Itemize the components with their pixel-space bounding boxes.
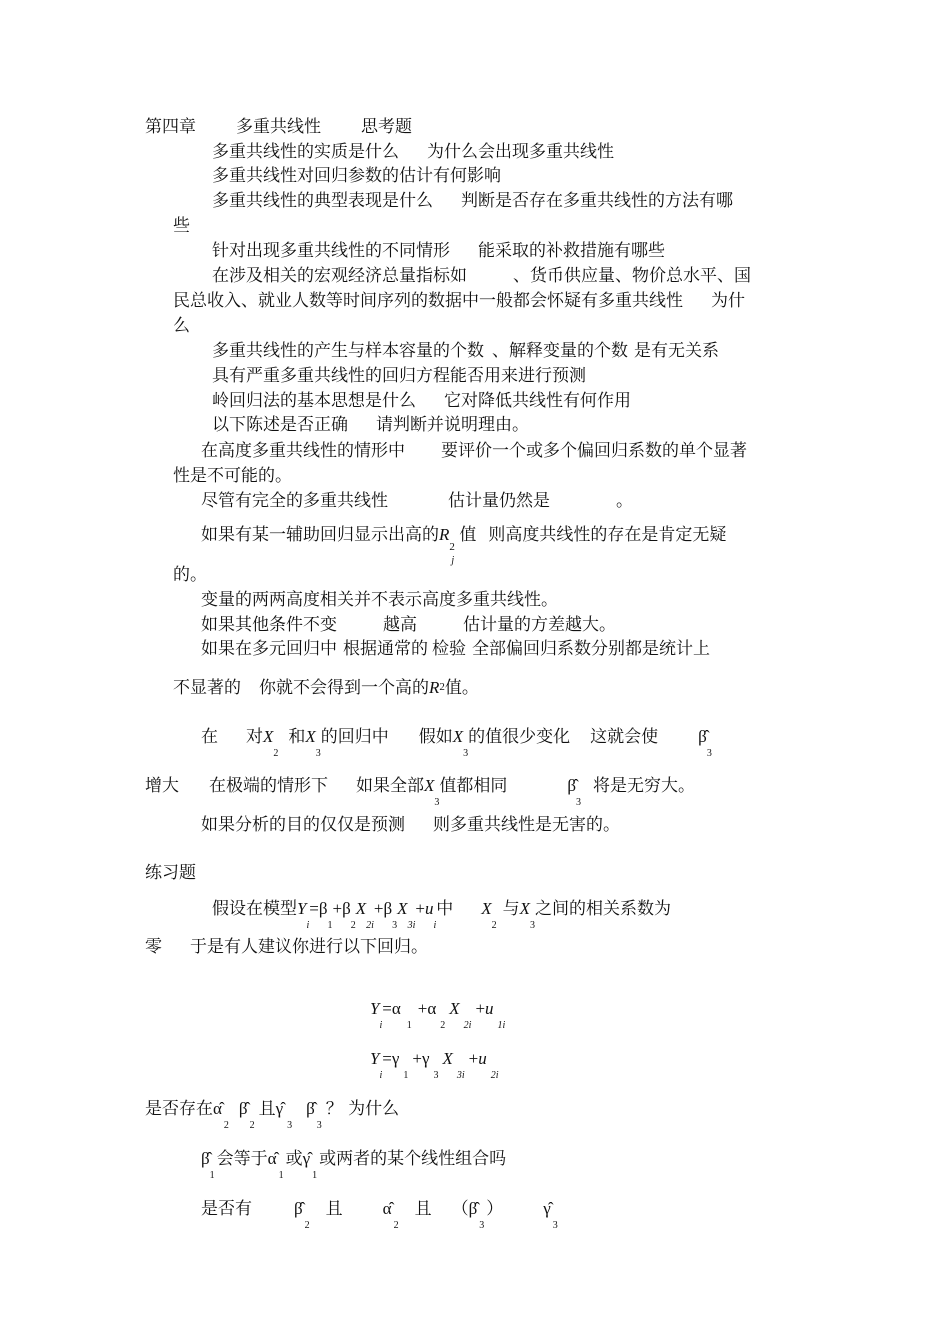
alpha-symbol: α — [391, 999, 401, 1018]
plus-sign: + — [475, 999, 486, 1018]
statement-text: 和 — [288, 727, 306, 747]
x-symbol: X — [442, 1049, 453, 1068]
question-text: 为什 — [711, 291, 745, 311]
subscript: 1i — [497, 1020, 506, 1031]
plus-sign: + — [373, 899, 384, 918]
regression-equation-1 — [370, 998, 506, 1031]
r-symbol: R — [439, 525, 450, 544]
question-text: 多重共线性的产生与样本容量的个数 — [212, 341, 484, 361]
chapter-heading — [145, 116, 412, 138]
statement-text: 尽管有完全的多重共线性 — [201, 491, 388, 511]
question-text: 判断是否存在多重共线性的方法有哪 — [461, 191, 733, 211]
subscript: 3 — [463, 748, 469, 759]
exercises-heading — [145, 862, 196, 884]
question-3-continued — [173, 215, 190, 237]
r-symbol: R — [429, 678, 440, 697]
statement-text: 要评价一个或多个偏回归系数的单个显著 — [441, 441, 747, 461]
subscript: 1 — [209, 1170, 215, 1181]
exercise-text: 假设在模型 — [212, 899, 297, 919]
subscript: j — [451, 555, 455, 566]
statement-6-continued — [173, 677, 479, 701]
x-symbol: X — [397, 899, 408, 918]
question-text: 针对出现多重共线性的不同情形 — [212, 241, 450, 261]
beta-hat-symbol: β̂ — [201, 1149, 210, 1168]
subscript: 1 — [312, 1170, 318, 1181]
question-text: 些 — [173, 216, 190, 236]
superscript: 2 — [449, 541, 455, 553]
subscript: 3 — [434, 797, 440, 808]
subscript: 2 — [249, 1120, 255, 1131]
question-text: 为什么会出现多重共线性 — [427, 142, 614, 162]
statement-text: 如果分析的目的仅仅是预测 — [201, 815, 405, 835]
subscript: 2 — [440, 1020, 446, 1031]
exercise-text: 之间的相关系数为 — [535, 899, 671, 919]
subscript: 2 — [223, 1120, 229, 1131]
subscript: 3 — [706, 748, 712, 759]
plus-sign: + — [332, 899, 343, 918]
question-text: 、解释变量的个数 — [492, 341, 628, 361]
statement-text: 。 — [616, 491, 633, 511]
subscript: 3i — [407, 920, 416, 931]
subscript: 2 — [393, 1220, 399, 1231]
subscript: 2 — [350, 920, 356, 931]
question-text: 是有无关系 — [634, 341, 719, 361]
question-3 — [212, 190, 733, 212]
exercise-question-a — [145, 1098, 400, 1131]
statement-text: 值 — [459, 525, 477, 545]
question-4 — [212, 240, 665, 262]
beta-hat-symbol: β̂ — [306, 1099, 315, 1118]
statement-text: 如果有某一辅助回归显示出高的 — [201, 525, 439, 545]
statement-text: 在 — [201, 727, 218, 747]
statement-text: 如果其他条件不变 — [201, 615, 337, 635]
x-symbol: X — [355, 899, 367, 918]
beta-hat-symbol: β̂ — [567, 776, 577, 795]
beta-symbol: β — [318, 899, 328, 918]
subscript: 3i — [456, 1070, 465, 1081]
statement-8 — [201, 814, 620, 836]
subscript: 3 — [433, 1070, 439, 1081]
subscript: 2i — [463, 1020, 472, 1031]
subscript: 1 — [327, 920, 333, 931]
subscript: 3 — [576, 797, 582, 808]
subscript: 2i — [490, 1070, 499, 1081]
exercise-question-b — [201, 1148, 507, 1181]
beta-symbol: β — [383, 899, 393, 918]
statement-text: 全部偏回归系数分别都是统计上 — [472, 639, 710, 659]
section-title: 思考题 — [361, 117, 412, 137]
subscript: 3 — [316, 1120, 322, 1131]
statement-text: 如果全部 — [356, 776, 424, 796]
exercise-text: 是否有 — [201, 1199, 252, 1219]
statement-1-continued — [173, 465, 292, 487]
exercise-text: （ — [451, 1199, 469, 1219]
beta-hat-symbol: β̂ — [294, 1199, 303, 1218]
x-symbol: X — [424, 776, 435, 795]
subscript: 3 — [530, 920, 535, 931]
y-symbol: Y — [297, 899, 307, 918]
statement-text: 假如 — [418, 727, 453, 747]
question-text: 多重共线性的实质是什么 — [212, 142, 399, 162]
subscript: i — [379, 1070, 383, 1081]
statement-text: 则高度共线性的存在是肯定无疑 — [488, 525, 727, 545]
y-symbol: Y — [370, 1049, 380, 1068]
statement-text: 对 — [246, 727, 263, 747]
x-symbol: X — [452, 727, 464, 746]
statement-text: 值都相同 — [439, 776, 508, 796]
statement-text: 越高 — [383, 615, 417, 635]
u-symbol: u — [478, 1049, 487, 1068]
subscript: 3 — [287, 1120, 293, 1131]
statement-text: 不显著的 — [173, 678, 241, 698]
statement-text: 根据通常的 — [343, 639, 428, 659]
question-text: 民总收入、就业人数等时间序列的数据中一般都会怀疑有多重共线性 — [173, 291, 683, 311]
u-symbol: u — [485, 999, 494, 1018]
exercise-text: ？ 为什么 — [325, 1099, 400, 1119]
subscript: 2 — [491, 920, 497, 931]
statement-text: 则多重共线性是无害的。 — [433, 815, 620, 835]
exercise-1-continued — [145, 936, 428, 958]
exercise-question-c — [201, 1198, 558, 1231]
statement-5 — [201, 614, 616, 636]
equals-sign: = — [309, 899, 319, 918]
question-text: 在涉及相关的宏观经济总量指标如 — [212, 266, 467, 286]
plus-sign: + — [415, 899, 425, 918]
gamma-symbol: γ — [391, 1049, 400, 1068]
chapter-topic: 多重共线性 — [236, 117, 321, 137]
statement-3 — [201, 524, 727, 566]
subscript: 1 — [278, 1170, 284, 1181]
question-text: 、货币供应量、物价总水平、国 — [513, 266, 751, 286]
x-symbol: X — [305, 727, 316, 746]
exercise-text: 是否存在 — [145, 1099, 213, 1119]
subscript: i — [379, 1020, 383, 1031]
statement-7-continued — [145, 775, 696, 808]
subscript: 3 — [392, 920, 398, 931]
regression-equation-2 — [370, 1048, 499, 1081]
beta-hat-symbol: β̂ — [238, 1099, 248, 1118]
statement-text: 的值很少变化 — [468, 727, 571, 747]
question-5-line-2 — [173, 290, 745, 312]
alpha-hat-symbol: α̂ — [382, 1199, 392, 1218]
statement-text: 在极端的情形下 — [209, 776, 328, 796]
equals-sign: = — [382, 999, 392, 1018]
alpha-hat-symbol: α̂ — [267, 1149, 277, 1168]
exercise-text: 且 — [325, 1199, 343, 1219]
statement-text: 检验 — [432, 639, 466, 659]
question-text: 多重共线性对回归参数的估计有何影响 — [212, 166, 501, 186]
statement-4 — [201, 589, 558, 611]
exercise-text: 零 — [145, 937, 162, 957]
question-8 — [212, 390, 631, 412]
gamma-hat-symbol: γ̂ — [302, 1149, 311, 1168]
question-9 — [212, 414, 529, 436]
question-text: 能采取的补救措施有哪些 — [478, 241, 665, 261]
section-title: 练习题 — [145, 863, 196, 883]
exercise-text: 且 — [258, 1099, 276, 1119]
subscript: 3 — [552, 1220, 558, 1231]
exercise-text: 或两者的某个线性组合吗 — [319, 1149, 507, 1169]
subscript: 2 — [273, 748, 279, 759]
subscript: 3 — [479, 1220, 485, 1231]
subscript: 2i — [366, 920, 374, 931]
exercise-text: 与 — [502, 899, 520, 919]
superscript: 2 — [439, 681, 445, 693]
subscript: i — [306, 920, 310, 931]
exercise-text: 会等于 — [216, 1149, 268, 1169]
statement-text: 估计量的方差越大。 — [463, 615, 616, 635]
u-symbol: u — [424, 899, 434, 918]
exercise-text: 且 — [414, 1199, 432, 1219]
chapter-title: 第四章 — [145, 117, 196, 137]
equals-sign: = — [382, 1049, 392, 1068]
y-symbol: Y — [370, 999, 380, 1018]
question-2 — [212, 165, 501, 187]
statement-text: 的回归中 — [320, 727, 389, 747]
alpha-hat-symbol: α̂ — [213, 1099, 222, 1118]
exercise-text: 于是有人建议你进行以下回归。 — [190, 937, 428, 957]
subscript: 1 — [403, 1070, 409, 1081]
question-7 — [212, 365, 586, 387]
subscript: i — [433, 920, 437, 931]
question-text: 么 — [173, 316, 190, 336]
question-text: 岭回归法的基本思想是什么 — [212, 391, 416, 411]
exercise-1 — [212, 898, 671, 931]
subscript: 2 — [304, 1220, 310, 1231]
statement-text: 如果在多元回归中 — [201, 639, 337, 659]
statement-text: 这就会使 — [590, 727, 659, 747]
x-symbol: X — [519, 899, 530, 918]
beta-hat-symbol: β̂ — [468, 1199, 478, 1218]
statement-text: 在高度多重共线性的情形中 — [201, 441, 405, 461]
question-text: 具有严重多重共线性的回归方程能否用来进行预测 — [212, 366, 586, 386]
beta-hat-symbol: β̂ — [698, 727, 707, 746]
plus-sign: + — [412, 1049, 422, 1068]
statement-text: 性是不可能的。 — [173, 466, 292, 486]
subscript: 1 — [406, 1020, 412, 1031]
statement-text: 值。 — [444, 678, 479, 698]
statement-text: 你就不会得到一个高的 — [259, 678, 429, 698]
x-symbol: X — [481, 899, 492, 918]
gamma-hat-symbol: γ̂ — [275, 1099, 284, 1118]
question-text: 它对降低共线性有何作用 — [444, 391, 631, 411]
statement-text: 的。 — [173, 565, 207, 585]
subscript: 3 — [315, 748, 321, 759]
question-text: 多重共线性的典型表现是什么 — [212, 191, 433, 211]
question-6 — [212, 340, 719, 362]
question-5 — [212, 265, 751, 287]
statement-text: 估计量仍然是 — [448, 491, 550, 511]
statement-1 — [201, 440, 747, 462]
question-text: 以下陈述是否正确 — [212, 415, 348, 435]
statement-2 — [201, 490, 633, 512]
exercise-text: 或 — [285, 1149, 303, 1169]
question-5-line-3 — [173, 315, 190, 337]
question-text: 请判断并说明理由。 — [376, 415, 529, 435]
statement-text: 将是无穷大。 — [593, 776, 696, 796]
statement-text: 增大 — [145, 776, 179, 796]
statement-3-continued — [173, 564, 207, 586]
alpha-symbol: α — [427, 999, 437, 1018]
statement-6 — [201, 638, 710, 660]
gamma-symbol: γ — [421, 1049, 430, 1068]
x-symbol: X — [263, 727, 274, 746]
plus-sign: + — [468, 1049, 479, 1068]
statement-text: 变量的两两高度相关并不表示高度多重共线性。 — [201, 590, 558, 610]
question-1 — [212, 141, 614, 163]
statement-7 — [201, 726, 712, 759]
exercise-text: ） — [486, 1199, 504, 1219]
exercise-text: 中 — [436, 899, 454, 919]
x-symbol: X — [449, 999, 460, 1018]
beta-symbol: β — [342, 899, 351, 918]
plus-sign: + — [417, 999, 428, 1018]
gamma-hat-symbol: γ̂ — [543, 1199, 551, 1218]
